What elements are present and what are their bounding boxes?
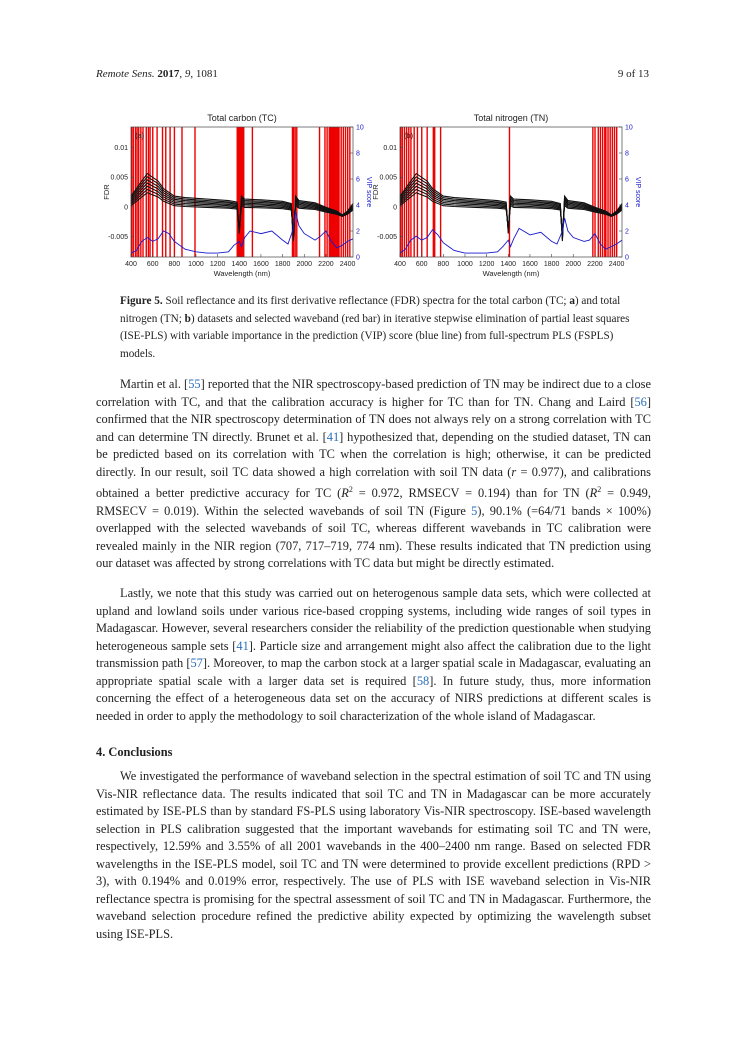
selected-waveband-bar [142, 127, 143, 257]
y2-tick-label: 10 [356, 124, 364, 132]
selected-waveband-bar [169, 127, 170, 257]
figure-svg [96, 110, 656, 285]
text: ), 90.1% (=64/71 bands × 100%) overlapped with the selected wavebands of soil TC, whereas different wavebands in TC calibration were revealed mainly in the NIR region (707, 717–719, 774 nm). These results indicated that TN prediction using our dataset was affected by strong correlations with TC data but might be directly estimated. [96, 503, 651, 571]
text: ]. Moreover, to map the carbon stock at a larger spatial scale in Madagascar, evaluating an appropriate spatial scale with a larger data set is required [ [96, 656, 651, 688]
chart-panel-tn [371, 113, 641, 278]
x-tick-label: 600 [146, 261, 159, 268]
superscript: 2 [348, 485, 353, 494]
y2-tick-label: 6 [356, 176, 360, 184]
selected-waveband-bar [614, 127, 615, 257]
y2-tick-label: 6 [625, 176, 629, 184]
selected-waveband-bar [605, 127, 606, 257]
paragraph-1 [96, 376, 651, 573]
selected-waveband-bar [609, 127, 610, 257]
y2-tick-label: 10 [625, 124, 633, 132]
y2-tick-label: 0 [625, 254, 629, 262]
selected-waveband-bar [607, 127, 608, 257]
figure-caption [120, 293, 650, 363]
x-tick-label: 1400 [231, 261, 248, 268]
x-tick-label: 600 [415, 261, 428, 268]
selected-waveband-bar [326, 127, 327, 257]
selected-waveband-bar [338, 127, 339, 257]
selected-waveband-bar [343, 127, 344, 257]
journal-year: 2017 [157, 68, 180, 80]
x-tick-label: 1600 [522, 261, 538, 268]
selected-waveband-bar [149, 127, 150, 257]
x-tick-label: 2200 [318, 261, 334, 268]
selected-waveband-bar [594, 127, 595, 257]
selected-waveband-bar [612, 127, 613, 257]
superscript: 2 [597, 485, 602, 494]
y-tick-label: 0 [124, 204, 128, 212]
y2-tick-label: 2 [356, 228, 360, 236]
journal-volume: 9 [184, 68, 191, 80]
y2-axis-label: VIP score [634, 176, 641, 208]
symbol-r: r [511, 464, 517, 479]
y2-tick-label: 4 [356, 202, 360, 210]
selected-waveband-bar [181, 127, 182, 257]
y-tick-label: 0.005 [379, 174, 397, 182]
x-tick-label: 2000 [565, 261, 582, 268]
section-heading-conclusions: 4. Conclusions [96, 745, 173, 759]
selected-waveband-bar [349, 127, 350, 257]
x-tick-label: 1400 [500, 261, 517, 268]
selected-waveband-bar [194, 127, 195, 257]
x-tick-label: 1000 [188, 261, 204, 268]
y-tick-label: 0.01 [383, 145, 397, 153]
x-tick-label: 800 [168, 261, 181, 268]
selected-waveband-bar [294, 127, 295, 257]
y2-tick-label: 4 [625, 202, 629, 210]
x-tick-label: 1800 [274, 261, 291, 268]
text: Martin et al. [ [120, 377, 189, 391]
x-tick-label: 1800 [543, 261, 560, 268]
text: = 0.949, RMSECV = 0.019). Within the selected wavebands of soil TN (Figure [96, 486, 651, 518]
running-header-citation: Remote Sens. 2017, 9, 1081 [96, 68, 218, 80]
selected-waveband-bar [616, 127, 617, 257]
selected-waveband-bar [598, 127, 599, 257]
page-number: 9 of 13 [617, 68, 649, 80]
x-tick-label: 1200 [209, 261, 226, 268]
citation-link[interactable]: 41 [326, 429, 340, 444]
x-tick-label: 400 [394, 261, 406, 268]
journal-name: Remote Sens. [96, 68, 155, 80]
x-tick-label: 400 [125, 261, 137, 268]
citation-link[interactable]: 56 [634, 394, 647, 409]
y2-tick-label: 8 [356, 150, 360, 158]
chart-title: Total nitrogen (TN) [473, 113, 549, 123]
y-axis-label: FDR [371, 184, 380, 200]
conclusions-text: We investigated the performance of waveband selection in the spectral estimation of soil TC and TN using Vis-NIR reflectance data. The results indicated that soil TC and TN in Madagascar can be more accurately estimated by ISE-PLS than by standard FS-PLS using laboratory Vis-NIR spectroscopy. ISE-based wavelength selection in PLS calibration suggested that the important wavebands for estimating soil TC and TN were, respectively, 12.59% and 3.55% of all 2001 wavebands in the 400–2400 nm range. Based on selected FDR wavelengths in the ISE-PLS model, soil TC and TN were determined to provide excellent predictions (RPD > 3), with 0.194% and 0.019% error, respectively. The use of PLS with ISE waveband selection in Vis-NIR reflectance spectra is promising for the spectral assessment of soil TC and TN in Madagascar. Furthermore, the waveband selection procedure refined the predictive ability expected by optimizing the wavelength subset using ISE-PLS. [96, 769, 651, 941]
y-axis-label: FDR [102, 184, 111, 200]
x-axis-label: Wavelength (nm) [213, 269, 271, 278]
y-tick-label: 0.01 [114, 145, 128, 153]
y-tick-label: 0 [393, 204, 397, 212]
paragraph-3 [96, 768, 651, 943]
symbol-R: R [341, 486, 349, 501]
x-tick-label: 2000 [296, 261, 313, 268]
x-axis-label: Wavelength (nm) [482, 269, 540, 278]
chart-title: Total carbon (TC) [207, 113, 277, 123]
selected-waveband-bar [252, 127, 253, 257]
article-number: , 1081 [190, 68, 218, 80]
panel-label: (a) [135, 131, 145, 140]
figure-link[interactable]: 5 [471, 503, 478, 518]
text: Lastly, we note that this study was carried out on heterogenous sample data sets, which were collected at upland and lowland soils under various rice-based cropping systems, including wide ranges of soil types in Madagascar. However, several researchers consider the reliability of the prediction questionable when studying heterogeneous sample sets [ [96, 586, 651, 653]
x-tick-label: 2400 [608, 261, 625, 268]
caption-text: ) and total nitrogen (TN; [120, 295, 621, 325]
selected-waveband-bar [296, 127, 297, 257]
y2-tick-label: 8 [625, 150, 629, 158]
selected-waveband-bar [324, 127, 325, 257]
y2-tick-label: 2 [625, 228, 629, 236]
selected-waveband-bar [600, 127, 601, 257]
text: ] confirmed that the NIR spectroscopy determination of TN does not always rely on a strong correlation with TC and can determine TN directly. Brunet et al. [ [96, 394, 651, 444]
x-tick-label: 2400 [339, 261, 356, 268]
caption-text: ) datasets and selected waveband (red bar) in iterative stepwise elimination of partial least squares (ISE-PLS) with variable importance in the prediction (VIP) score (blue line) from full-spectrum PLS (FSPLS) models. [120, 312, 630, 360]
y-tick-label: 0.005 [110, 174, 128, 182]
caption-b: b [184, 312, 191, 325]
citation-link[interactable]: 57 [190, 656, 203, 670]
text: ] reported that the NIR spectroscopy-based prediction of TN may be indirect due to a close correlation with TC, and that the calibration accuracy is higher for TC than for TN. Chang and Laird [ [96, 377, 651, 409]
selected-waveband-bar [340, 127, 341, 257]
selected-waveband-bar [602, 127, 603, 257]
citation-link[interactable]: 55 [188, 377, 201, 391]
caption-text: Soil reflectance and its first derivative reflectance (FDR) spectra for the total carbon (TC; [162, 295, 570, 307]
y2-tick-label: 0 [356, 254, 360, 262]
x-tick-label: 2200 [587, 261, 603, 268]
x-tick-label: 1200 [478, 261, 495, 268]
selected-waveband-bar [243, 127, 244, 257]
text: ]. Particle size and arrangement might also affect the calibration due to the light transmission path [ [96, 638, 651, 670]
y-tick-label: -0.005 [108, 233, 128, 241]
caption-label: Figure 5. [120, 295, 163, 307]
text: = 0.977), and calibrations obtained a better predictive accuracy for TC ( [96, 464, 652, 501]
selected-waveband-bar [347, 127, 348, 257]
x-tick-label: 1600 [253, 261, 269, 268]
y-tick-label: -0.005 [377, 233, 397, 241]
chart-panel-tc [102, 113, 372, 278]
y2-axis-label: VIP score [365, 176, 372, 208]
citation-link[interactable]: 41 [236, 638, 249, 653]
panel-label: (b) [404, 131, 414, 140]
figure-5 [96, 110, 656, 285]
symbol-R: R [589, 486, 598, 501]
citation-link[interactable]: 58 [416, 673, 430, 688]
text: = 0.972, RMSECV = 0.194) than for TN ( [352, 486, 590, 501]
text: ] hypothesized that, depending on the studied dataset, TN can be predicted based on its correlation with TC when the correlation is high; otherwise, it can be predicted directly. In our result, soil TC data showed a high correlation with soil TN data ( [96, 429, 651, 479]
text: ]. In future study, thus, more information concerning the effect of a heterogeneous data set on the accuracy of NIRS predictions at different scales is needed in order to apply the methodology to soil characterization of the whole island of Madagascar. [96, 673, 651, 723]
selected-waveband-bar [509, 127, 510, 257]
selected-waveband-bar [174, 127, 175, 257]
x-tick-label: 1000 [457, 261, 473, 268]
selected-waveband-bar [592, 127, 593, 257]
x-tick-label: 800 [437, 261, 450, 268]
paragraph-2 [96, 585, 651, 725]
selected-waveband-bar [345, 127, 346, 257]
caption-a: a [569, 295, 575, 307]
